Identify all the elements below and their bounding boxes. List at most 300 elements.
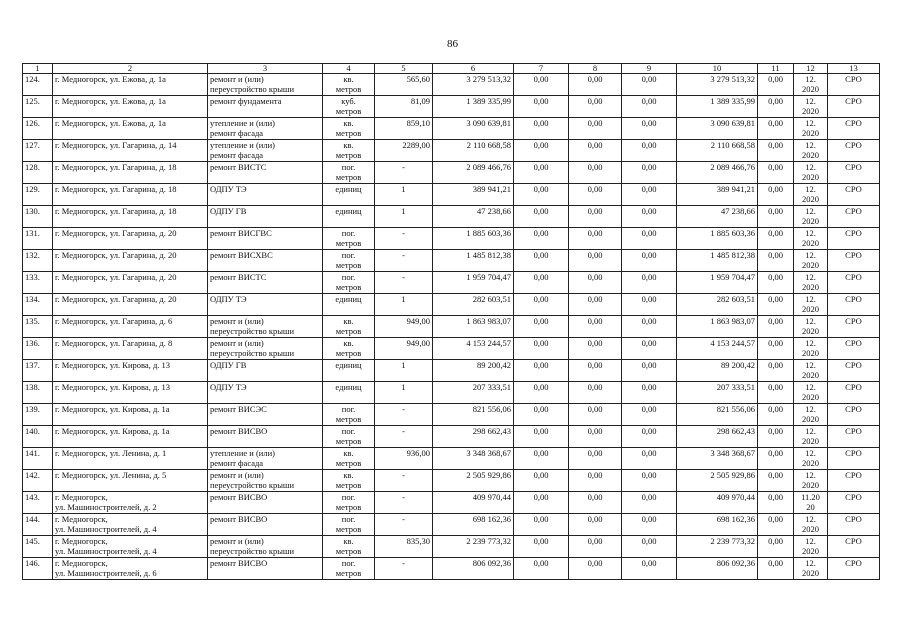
deadline-cell: 12. 2020 (794, 426, 828, 448)
value-cell: 0,00 (514, 184, 569, 206)
address-cell: г. Медногорск, ул. Гагарина, д. 8 (53, 338, 208, 360)
address-cell: г. Медногорск, ул. Кирова, д. 1а (53, 426, 208, 448)
value-cell: 0,00 (514, 426, 569, 448)
row-number-cell: 136. (23, 338, 53, 360)
total-cost-cell: 282 603,51 (433, 294, 514, 316)
unit-cell: пог. метров (323, 162, 375, 184)
table-row (23, 140, 880, 162)
method-cell: СРО (828, 140, 880, 162)
row-number-cell: 144. (23, 514, 53, 536)
value-cell: 0,00 (758, 96, 794, 118)
table-row (23, 184, 880, 206)
row-number-cell: 128. (23, 162, 53, 184)
address-cell: г. Медногорск, ул. Гагарина, д. 20 (53, 228, 208, 250)
owner-funds-cell: 1 885 603,36 (677, 228, 758, 250)
method-cell: СРО (828, 360, 880, 382)
total-cost-cell: 2 505 929,86 (433, 470, 514, 492)
total-cost-cell: 1 485 812,38 (433, 250, 514, 272)
value-cell: 0,00 (622, 118, 677, 140)
total-cost-cell: 47 238,66 (433, 206, 514, 228)
value-cell: 0,00 (622, 426, 677, 448)
work-type-cell: ОДПУ ГВ (208, 206, 323, 228)
address-cell: г. Медногорск, ул. Гагарина, д. 20 (53, 250, 208, 272)
quantity-cell: 1 (375, 206, 433, 228)
value-cell: 0,00 (514, 272, 569, 294)
table-row (23, 294, 880, 316)
column-header: 12 (794, 64, 828, 74)
total-cost-cell: 698 162,36 (433, 514, 514, 536)
owner-funds-cell: 698 162,36 (677, 514, 758, 536)
quantity-cell: 81,09 (375, 96, 433, 118)
value-cell: 0,00 (622, 228, 677, 250)
quantity-cell: 859,10 (375, 118, 433, 140)
value-cell: 0,00 (622, 162, 677, 184)
work-type-cell: ОДПУ ГВ (208, 360, 323, 382)
total-cost-cell: 3 279 513,32 (433, 74, 514, 96)
unit-cell: кв. метров (323, 448, 375, 470)
table-row (23, 404, 880, 426)
row-number-cell: 132. (23, 250, 53, 272)
table-row (23, 470, 880, 492)
table-row (23, 206, 880, 228)
quantity-cell: - (375, 492, 433, 514)
total-cost-cell: 207 333,51 (433, 382, 514, 404)
quantity-cell: - (375, 558, 433, 580)
deadline-cell: 12. 2020 (794, 514, 828, 536)
address-cell: г. Медногорск, ул. Гагарина, д. 20 (53, 294, 208, 316)
value-cell: 0,00 (569, 272, 622, 294)
address-cell: г. Медногорск, ул. Машиностроителей, д. 2 (53, 492, 208, 514)
column-header: 13 (828, 64, 880, 74)
value-cell: 0,00 (758, 492, 794, 514)
unit-cell: кв. метров (323, 118, 375, 140)
total-cost-cell: 806 092,36 (433, 558, 514, 580)
work-type-cell: ремонт ВИСВО (208, 426, 323, 448)
address-cell: г. Медногорск, ул. Кирова, д. 13 (53, 360, 208, 382)
deadline-cell: 12. 2020 (794, 316, 828, 338)
table-row (23, 162, 880, 184)
method-cell: СРО (828, 228, 880, 250)
unit-cell: кв. метров (323, 140, 375, 162)
unit-cell: пог. метров (323, 272, 375, 294)
value-cell: 0,00 (758, 470, 794, 492)
value-cell: 0,00 (569, 426, 622, 448)
column-header: 11 (758, 64, 794, 74)
value-cell: 0,00 (569, 338, 622, 360)
value-cell: 0,00 (569, 382, 622, 404)
column-header: 8 (569, 64, 622, 74)
total-cost-cell: 3 348 368,67 (433, 448, 514, 470)
deadline-cell: 12. 2020 (794, 470, 828, 492)
address-cell: г. Медногорск, ул. Ежова, д. 1а (53, 74, 208, 96)
unit-cell: пог. метров (323, 250, 375, 272)
page-number: 86 (447, 38, 458, 50)
column-header: 7 (514, 64, 569, 74)
method-cell: СРО (828, 96, 880, 118)
value-cell: 0,00 (514, 360, 569, 382)
value-cell: 0,00 (569, 470, 622, 492)
value-cell: 0,00 (569, 74, 622, 96)
row-number-cell: 137. (23, 360, 53, 382)
value-cell: 0,00 (514, 74, 569, 96)
row-number-cell: 142. (23, 470, 53, 492)
table-row (23, 74, 880, 96)
address-cell: г. Медногорск, ул. Машиностроителей, д. 4 (53, 536, 208, 558)
method-cell: СРО (828, 74, 880, 96)
value-cell: 0,00 (569, 360, 622, 382)
owner-funds-cell: 1 863 983,07 (677, 316, 758, 338)
column-header: 1 (23, 64, 53, 74)
value-cell: 0,00 (514, 492, 569, 514)
work-type-cell: ремонт ВИСГВС (208, 228, 323, 250)
owner-funds-cell: 47 238,66 (677, 206, 758, 228)
method-cell: СРО (828, 316, 880, 338)
address-cell: г. Медногорск, ул. Гагарина, д. 18 (53, 206, 208, 228)
total-cost-cell: 1 863 983,07 (433, 316, 514, 338)
value-cell: 0,00 (569, 492, 622, 514)
address-cell: г. Медногорск, ул. Гагарина, д. 20 (53, 272, 208, 294)
deadline-cell: 12. 2020 (794, 448, 828, 470)
quantity-cell: 2289,00 (375, 140, 433, 162)
value-cell: 0,00 (622, 316, 677, 338)
unit-cell: пог. метров (323, 426, 375, 448)
work-type-cell: ОДПУ ТЭ (208, 294, 323, 316)
address-cell: г. Медногорск, ул. Гагарина, д. 18 (53, 184, 208, 206)
value-cell: 0,00 (569, 228, 622, 250)
quantity-cell: - (375, 228, 433, 250)
deadline-cell: 12. 2020 (794, 250, 828, 272)
unit-cell: пог. метров (323, 228, 375, 250)
value-cell: 0,00 (514, 206, 569, 228)
unit-cell: единиц (323, 184, 375, 206)
address-cell: г. Медногорск, ул. Машиностроителей, д. 6 (53, 558, 208, 580)
quantity-cell: 1 (375, 184, 433, 206)
total-cost-cell: 2 239 773,32 (433, 536, 514, 558)
value-cell: 0,00 (758, 228, 794, 250)
value-cell: 0,00 (569, 118, 622, 140)
owner-funds-cell: 1 959 704,47 (677, 272, 758, 294)
owner-funds-cell: 3 090 639,81 (677, 118, 758, 140)
table-row (23, 558, 880, 580)
deadline-cell: 12. 2020 (794, 272, 828, 294)
table-row (23, 360, 880, 382)
value-cell: 0,00 (569, 404, 622, 426)
unit-cell: кв. метров (323, 470, 375, 492)
quantity-cell: 565,60 (375, 74, 433, 96)
unit-cell: единиц (323, 360, 375, 382)
total-cost-cell: 298 662,43 (433, 426, 514, 448)
row-number-cell: 140. (23, 426, 53, 448)
deadline-cell: 11.20 20 (794, 492, 828, 514)
value-cell: 0,00 (758, 404, 794, 426)
quantity-cell: - (375, 162, 433, 184)
value-cell: 0,00 (758, 382, 794, 404)
unit-cell: куб. метров (323, 96, 375, 118)
value-cell: 0,00 (622, 338, 677, 360)
quantity-cell: 1 (375, 294, 433, 316)
quantity-cell: 1 (375, 382, 433, 404)
method-cell: СРО (828, 338, 880, 360)
method-cell: СРО (828, 294, 880, 316)
deadline-cell: 12. 2020 (794, 184, 828, 206)
table-row (23, 338, 880, 360)
method-cell: СРО (828, 514, 880, 536)
value-cell: 0,00 (514, 118, 569, 140)
table-row (23, 250, 880, 272)
value-cell: 0,00 (569, 140, 622, 162)
work-type-cell: ремонт и (или) переустройство крыши (208, 536, 323, 558)
value-cell: 0,00 (758, 360, 794, 382)
total-cost-cell: 2 089 466,76 (433, 162, 514, 184)
value-cell: 0,00 (514, 448, 569, 470)
row-number-cell: 141. (23, 448, 53, 470)
value-cell: 0,00 (514, 536, 569, 558)
capital-repair-table (22, 63, 880, 580)
value-cell: 0,00 (514, 316, 569, 338)
work-type-cell: ремонт ВИСВО (208, 514, 323, 536)
value-cell: 0,00 (569, 536, 622, 558)
value-cell: 0,00 (569, 448, 622, 470)
value-cell: 0,00 (514, 250, 569, 272)
value-cell: 0,00 (758, 206, 794, 228)
value-cell: 0,00 (758, 536, 794, 558)
row-number-cell: 127. (23, 140, 53, 162)
value-cell: 0,00 (514, 382, 569, 404)
row-number-cell: 135. (23, 316, 53, 338)
deadline-cell: 12. 2020 (794, 536, 828, 558)
address-cell: г. Медногорск, ул. Ежова, д. 1а (53, 118, 208, 140)
row-number-cell: 145. (23, 536, 53, 558)
method-cell: СРО (828, 426, 880, 448)
owner-funds-cell: 3 279 513,32 (677, 74, 758, 96)
table-row (23, 448, 880, 470)
row-number-cell: 126. (23, 118, 53, 140)
work-type-cell: утепление и (или) ремонт фасада (208, 118, 323, 140)
row-number-cell: 138. (23, 382, 53, 404)
quantity-cell: 835,30 (375, 536, 433, 558)
row-number-cell: 134. (23, 294, 53, 316)
quantity-cell: - (375, 514, 433, 536)
owner-funds-cell: 2 239 773,32 (677, 536, 758, 558)
owner-funds-cell: 409 970,44 (677, 492, 758, 514)
work-type-cell: ОДПУ ТЭ (208, 184, 323, 206)
total-cost-cell: 1 389 335,99 (433, 96, 514, 118)
method-cell: СРО (828, 250, 880, 272)
value-cell: 0,00 (622, 514, 677, 536)
quantity-cell: 1 (375, 360, 433, 382)
deadline-cell: 12. 2020 (794, 140, 828, 162)
column-header: 4 (323, 64, 375, 74)
value-cell: 0,00 (569, 162, 622, 184)
work-type-cell: ремонт ВИСТС (208, 162, 323, 184)
total-cost-cell: 409 970,44 (433, 492, 514, 514)
quantity-cell: - (375, 250, 433, 272)
address-cell: г. Медногорск, ул. Ленина, д. 5 (53, 470, 208, 492)
unit-cell: пог. метров (323, 492, 375, 514)
row-number-cell: 139. (23, 404, 53, 426)
method-cell: СРО (828, 272, 880, 294)
value-cell: 0,00 (622, 184, 677, 206)
total-cost-cell: 89 200,42 (433, 360, 514, 382)
deadline-cell: 12. 2020 (794, 294, 828, 316)
value-cell: 0,00 (569, 294, 622, 316)
owner-funds-cell: 2 089 466,76 (677, 162, 758, 184)
value-cell: 0,00 (758, 294, 794, 316)
row-number-cell: 129. (23, 184, 53, 206)
value-cell: 0,00 (622, 360, 677, 382)
owner-funds-cell: 389 941,21 (677, 184, 758, 206)
deadline-cell: 12. 2020 (794, 162, 828, 184)
unit-cell: пог. метров (323, 404, 375, 426)
owner-funds-cell: 821 556,06 (677, 404, 758, 426)
quantity-cell: - (375, 426, 433, 448)
table-row (23, 536, 880, 558)
value-cell: 0,00 (622, 96, 677, 118)
deadline-cell: 12. 2020 (794, 404, 828, 426)
value-cell: 0,00 (514, 96, 569, 118)
deadline-cell: 12. 2020 (794, 206, 828, 228)
total-cost-cell: 1 885 603,36 (433, 228, 514, 250)
row-number-cell: 130. (23, 206, 53, 228)
method-cell: СРО (828, 118, 880, 140)
value-cell: 0,00 (758, 118, 794, 140)
value-cell: 0,00 (569, 250, 622, 272)
column-header: 2 (53, 64, 208, 74)
value-cell: 0,00 (622, 250, 677, 272)
deadline-cell: 12. 2020 (794, 382, 828, 404)
value-cell: 0,00 (758, 514, 794, 536)
owner-funds-cell: 1 389 335,99 (677, 96, 758, 118)
value-cell: 0,00 (569, 514, 622, 536)
value-cell: 0,00 (514, 470, 569, 492)
table-row (23, 382, 880, 404)
address-cell: г. Медногорск, ул. Кирова, д. 1а (53, 404, 208, 426)
value-cell: 0,00 (758, 338, 794, 360)
value-cell: 0,00 (514, 514, 569, 536)
work-type-cell: ремонт ВИСТС (208, 272, 323, 294)
unit-cell: пог. метров (323, 558, 375, 580)
unit-cell: кв. метров (323, 536, 375, 558)
owner-funds-cell: 207 333,51 (677, 382, 758, 404)
row-number-cell: 146. (23, 558, 53, 580)
method-cell: СРО (828, 558, 880, 580)
work-type-cell: ремонт ВИСВО (208, 492, 323, 514)
method-cell: СРО (828, 536, 880, 558)
address-cell: г. Медногорск, ул. Гагарина, д. 18 (53, 162, 208, 184)
address-cell: г. Медногорск, ул. Гагарина, д. 6 (53, 316, 208, 338)
row-number-cell: 143. (23, 492, 53, 514)
table-row (23, 492, 880, 514)
deadline-cell: 12. 2020 (794, 558, 828, 580)
deadline-cell: 12. 2020 (794, 96, 828, 118)
quantity-cell: - (375, 272, 433, 294)
method-cell: СРО (828, 404, 880, 426)
table-row (23, 514, 880, 536)
method-cell: СРО (828, 184, 880, 206)
value-cell: 0,00 (514, 228, 569, 250)
table-row (23, 316, 880, 338)
owner-funds-cell: 298 662,43 (677, 426, 758, 448)
quantity-cell: - (375, 470, 433, 492)
deadline-cell: 12. 2020 (794, 118, 828, 140)
work-type-cell: ремонт ВИСХВС (208, 250, 323, 272)
unit-cell: кв. метров (323, 316, 375, 338)
work-type-cell: ремонт ВИСВО (208, 558, 323, 580)
table-body (23, 74, 880, 580)
value-cell: 0,00 (569, 96, 622, 118)
column-header: 3 (208, 64, 323, 74)
table-row (23, 272, 880, 294)
total-cost-cell: 3 090 639,81 (433, 118, 514, 140)
unit-cell: единиц (323, 382, 375, 404)
table-row (23, 426, 880, 448)
method-cell: СРО (828, 470, 880, 492)
deadline-cell: 12. 2020 (794, 74, 828, 96)
table-row (23, 228, 880, 250)
value-cell: 0,00 (569, 558, 622, 580)
value-cell: 0,00 (758, 74, 794, 96)
value-cell: 0,00 (569, 316, 622, 338)
method-cell: СРО (828, 492, 880, 514)
quantity-cell: - (375, 404, 433, 426)
owner-funds-cell: 1 485 812,38 (677, 250, 758, 272)
value-cell: 0,00 (569, 206, 622, 228)
work-type-cell: ремонт и (или) переустройство крыши (208, 74, 323, 96)
unit-cell: кв. метров (323, 338, 375, 360)
owner-funds-cell: 4 153 244,57 (677, 338, 758, 360)
total-cost-cell: 1 959 704,47 (433, 272, 514, 294)
method-cell: СРО (828, 382, 880, 404)
value-cell: 0,00 (569, 184, 622, 206)
column-number-row (23, 64, 880, 74)
unit-cell: пог. метров (323, 514, 375, 536)
value-cell: 0,00 (622, 74, 677, 96)
method-cell: СРО (828, 448, 880, 470)
value-cell: 0,00 (622, 294, 677, 316)
value-cell: 0,00 (758, 448, 794, 470)
column-header: 6 (433, 64, 514, 74)
method-cell: СРО (828, 162, 880, 184)
value-cell: 0,00 (622, 492, 677, 514)
work-type-cell: ОДПУ ТЭ (208, 382, 323, 404)
value-cell: 0,00 (758, 140, 794, 162)
unit-cell: кв. метров (323, 74, 375, 96)
work-type-cell: утепление и (или) ремонт фасада (208, 448, 323, 470)
value-cell: 0,00 (758, 426, 794, 448)
owner-funds-cell: 806 092,36 (677, 558, 758, 580)
owner-funds-cell: 282 603,51 (677, 294, 758, 316)
address-cell: г. Медногорск, ул. Ленина, д. 1 (53, 448, 208, 470)
row-number-cell: 133. (23, 272, 53, 294)
row-number-cell: 124. (23, 74, 53, 96)
owner-funds-cell: 89 200,42 (677, 360, 758, 382)
value-cell: 0,00 (514, 294, 569, 316)
work-type-cell: утепление и (или) ремонт фасада (208, 140, 323, 162)
column-header: 9 (622, 64, 677, 74)
owner-funds-cell: 2 505 929,86 (677, 470, 758, 492)
total-cost-cell: 821 556,06 (433, 404, 514, 426)
address-cell: г. Медногорск, ул. Машиностроителей, д. 4 (53, 514, 208, 536)
owner-funds-cell: 3 348 368,67 (677, 448, 758, 470)
value-cell: 0,00 (758, 316, 794, 338)
value-cell: 0,00 (622, 470, 677, 492)
value-cell: 0,00 (622, 140, 677, 162)
value-cell: 0,00 (622, 206, 677, 228)
table-row (23, 96, 880, 118)
address-cell: г. Медногорск, ул. Ежова, д. 1а (53, 96, 208, 118)
value-cell: 0,00 (622, 558, 677, 580)
unit-cell: единиц (323, 294, 375, 316)
